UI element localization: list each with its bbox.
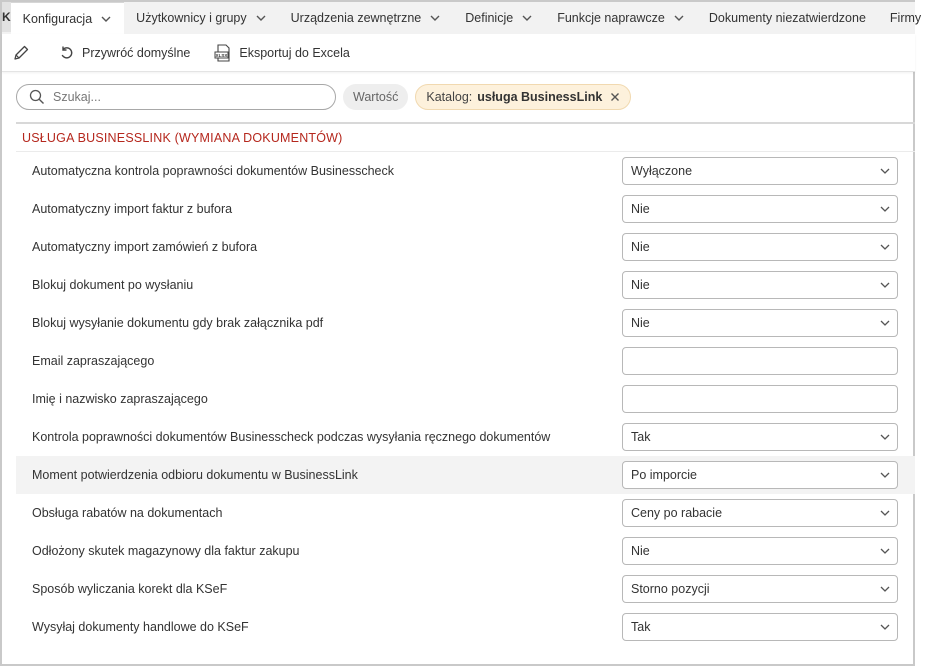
restore-defaults-label: Przywróć domyślne	[82, 45, 191, 60]
tab-1[interactable]	[124, 2, 278, 34]
setting-select-value: Nie	[631, 316, 650, 330]
setting-text-field[interactable]	[622, 385, 898, 413]
undo-icon	[59, 45, 75, 61]
setting-label: Wysyłaj dokumenty handlowe do KSeF	[32, 620, 249, 634]
setting-row	[16, 342, 915, 380]
setting-select[interactable]	[622, 461, 898, 489]
setting-label: Sposób wyliczania korekt dla KSeF	[32, 582, 228, 596]
chevron-down-icon	[880, 167, 890, 175]
tab-6[interactable]	[878, 2, 933, 34]
setting-select-value: Nie	[631, 202, 650, 216]
catalog-filter-value: usługa BusinessLink	[477, 90, 603, 104]
chevron-down-icon	[673, 12, 685, 24]
setting-select-value: Tak	[631, 620, 651, 634]
setting-label: Blokuj dokument po wysłaniu	[32, 278, 194, 292]
chevron-down-icon	[880, 281, 890, 289]
setting-label: Automatyczny import faktur z bufora	[32, 202, 233, 216]
tab-label: Dokumenty niezatwierdzone	[708, 11, 866, 25]
export-excel-button[interactable]	[214, 44, 349, 62]
catalog-filter-key: Katalog:	[426, 90, 473, 104]
setting-label: Blokuj wysyłanie dokumentu gdy brak załącznika pdf	[32, 316, 324, 330]
tab-0[interactable]	[11, 2, 125, 34]
tab-label: Konfiguracja	[22, 11, 93, 26]
search-input[interactable]	[53, 90, 313, 104]
tab-label: Definicje	[465, 11, 514, 25]
tab-list	[11, 2, 933, 34]
xlsx-icon-text: XLSX	[215, 52, 228, 58]
tab-label: Firmy	[889, 11, 922, 25]
export-excel-label: Eksportuj do Excela	[239, 45, 350, 60]
setting-select[interactable]	[622, 575, 898, 603]
chevron-down-icon	[880, 205, 890, 213]
setting-row	[16, 570, 915, 608]
chevron-down-icon	[880, 471, 890, 479]
chevron-down-icon	[880, 585, 890, 593]
tab-5[interactable]	[697, 2, 878, 34]
edit-button[interactable]	[12, 44, 37, 62]
setting-text-input[interactable]	[631, 348, 897, 374]
chevron-down-icon	[429, 12, 441, 24]
setting-row	[16, 190, 915, 228]
chevron-down-icon	[880, 319, 890, 327]
chevron-down-icon	[255, 12, 267, 24]
app-badge[interactable]: K	[2, 2, 11, 32]
setting-row	[16, 152, 915, 190]
chevron-down-icon	[880, 433, 890, 441]
setting-select-value: Nie	[631, 544, 650, 558]
close-icon[interactable]	[610, 92, 620, 102]
setting-select-value: Po imporcie	[631, 468, 697, 482]
search-filter-row	[16, 83, 631, 111]
search-icon	[29, 89, 45, 105]
toolbar	[2, 34, 915, 72]
chevron-down-icon	[880, 243, 890, 251]
setting-label: Moment potwierdzenia odbioru dokumentu w BusinessLink	[32, 468, 358, 482]
setting-text-input[interactable]	[631, 386, 897, 412]
setting-row	[16, 228, 915, 266]
section-title: USŁUGA BUSINESSLINK (WYMIANA DOKUMENTÓW)	[16, 122, 915, 152]
setting-row	[16, 532, 915, 570]
setting-select[interactable]	[622, 423, 898, 451]
chevron-down-icon	[100, 13, 112, 25]
setting-select[interactable]	[622, 613, 898, 641]
setting-select[interactable]	[622, 233, 898, 261]
setting-label: Automatyczna kontrola poprawności dokumentów Businesscheck	[32, 164, 394, 178]
setting-row	[16, 304, 915, 342]
setting-select[interactable]	[622, 271, 898, 299]
setting-select-value: Wyłączone	[631, 164, 693, 178]
setting-row	[16, 608, 915, 646]
setting-select-value: Nie	[631, 278, 650, 292]
setting-select-value: Storno pozycji	[631, 582, 710, 596]
setting-label: Imię i nazwisko zapraszającego	[32, 392, 208, 406]
setting-label: Email zapraszającego	[32, 354, 155, 368]
tab-label: Funkcje naprawcze	[557, 11, 665, 25]
setting-select[interactable]	[622, 309, 898, 337]
settings-section	[16, 122, 915, 646]
setting-select[interactable]	[622, 499, 898, 527]
chevron-down-icon	[880, 547, 890, 555]
chevron-down-icon	[880, 623, 890, 631]
setting-select-value: Tak	[631, 430, 651, 444]
search-box[interactable]	[16, 84, 336, 110]
value-filter-chip[interactable]: Wartość	[343, 84, 408, 110]
tab-3[interactable]	[453, 2, 545, 34]
setting-select[interactable]	[622, 537, 898, 565]
setting-select[interactable]	[622, 195, 898, 223]
pencil-icon	[12, 44, 30, 62]
setting-row	[16, 266, 915, 304]
setting-row	[16, 456, 915, 494]
xlsx-file-icon	[214, 44, 232, 62]
setting-select[interactable]	[622, 157, 898, 185]
setting-text-field[interactable]	[622, 347, 898, 375]
top-navigation	[2, 2, 922, 34]
catalog-filter-chip[interactable]	[415, 84, 631, 110]
tab-2[interactable]	[279, 2, 454, 34]
settings-list	[16, 152, 915, 646]
setting-row	[16, 418, 915, 456]
setting-select-value: Nie	[631, 240, 650, 254]
setting-select-value: Ceny po rabacie	[631, 506, 723, 520]
chevron-down-icon	[521, 12, 533, 24]
tab-label: Użytkownicy i grupy	[136, 11, 247, 25]
setting-label: Odłożony skutek magazynowy dla faktur zakupu	[32, 544, 300, 558]
chevron-down-icon	[880, 509, 890, 517]
setting-label: Kontrola poprawności dokumentów Businesscheck podczas wysyłania ręcznego dokumentów	[32, 430, 551, 444]
setting-row	[16, 380, 915, 418]
setting-row	[16, 494, 915, 532]
tab-label: Urządzenia zewnętrzne	[290, 11, 422, 25]
setting-label: Obsługa rabatów na dokumentach	[32, 506, 223, 520]
restore-defaults-button[interactable]	[59, 45, 190, 61]
setting-label: Automatyczny import zamówień z bufora	[32, 240, 258, 254]
tab-4[interactable]	[545, 2, 697, 34]
